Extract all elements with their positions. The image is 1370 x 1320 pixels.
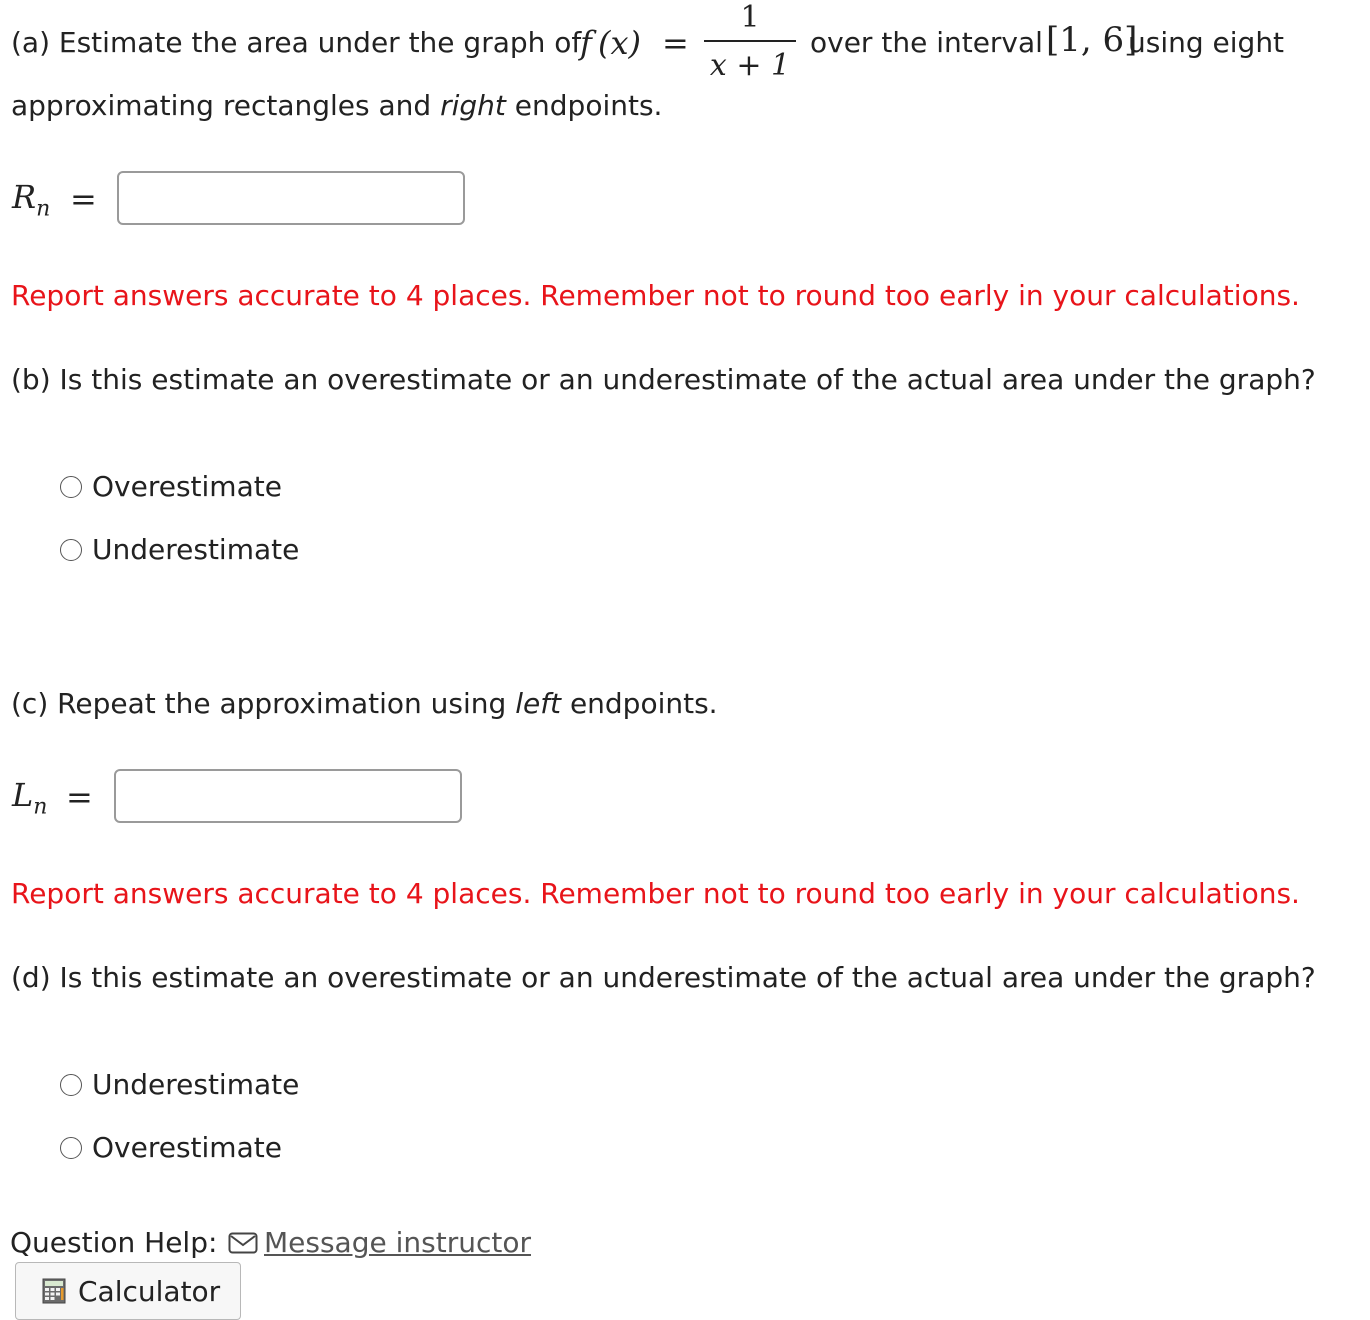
ln-input[interactable]: [114, 769, 462, 823]
part-b-option-1[interactable]: [60, 470, 282, 503]
fraction: [704, 0, 796, 82]
part-d-option-1[interactable]: [60, 1068, 299, 1101]
function-name: f: [580, 24, 592, 62]
interval: [1, 6]: [1046, 20, 1138, 60]
part-d-option-2-label: Overestimate: [92, 1131, 282, 1164]
radio-button[interactable]: [60, 1137, 82, 1159]
calculator-button[interactable]: [15, 1262, 241, 1320]
radio-button[interactable]: [60, 1074, 82, 1096]
part-a-middle: over the interval: [810, 26, 1043, 59]
accuracy-note-2: Report answers accurate to 4 places. Remember not to round too early in your calculations.: [11, 877, 1300, 910]
calculator-label: Calculator: [78, 1274, 221, 1308]
ln-equals: =: [66, 778, 93, 816]
ln-symbol: L: [12, 776, 34, 814]
radio-button[interactable]: [60, 539, 82, 561]
part-b-option-2[interactable]: [60, 533, 299, 566]
rn-subscript: n: [36, 196, 51, 222]
ln-label: [12, 776, 47, 819]
part-a-line2-em: right: [440, 89, 506, 122]
fraction-denominator: x + 1: [709, 48, 791, 83]
part-c-end: endpoints.: [569, 687, 718, 720]
question-help-label: Question Help:: [10, 1226, 218, 1259]
envelope-icon: [228, 1232, 258, 1254]
rn-label: [12, 178, 50, 221]
rn-equals: =: [70, 180, 97, 218]
part-b-question: (b) Is this estimate an overestimate or an underestimate of the actual area under the graph?: [11, 363, 1316, 396]
rn-symbol: R: [12, 178, 37, 216]
part-a-prefix: (a) Estimate the area under the graph of: [11, 26, 582, 59]
message-instructor-text[interactable]: Message instructor: [264, 1226, 531, 1259]
part-d-option-1-label: Underestimate: [92, 1068, 300, 1101]
fraction-bar: [704, 40, 796, 42]
part-a-line2-start: approximating rectangles and: [11, 89, 432, 122]
rn-input[interactable]: [117, 171, 465, 225]
part-c-start: (c) Repeat the approximation using: [11, 687, 507, 720]
accuracy-note-1: Report answers accurate to 4 places. Remember not to round too early in your calculations.: [11, 279, 1300, 312]
radio-button[interactable]: [60, 476, 82, 498]
equals-sign: =: [662, 24, 689, 62]
function-arg: (x): [598, 24, 642, 62]
part-a-line2-end: endpoints.: [514, 89, 663, 122]
part-d-question: (d) Is this estimate an overestimate or an underestimate of the actual area under the graph?: [11, 961, 1316, 994]
part-b-option-1-label: Overestimate: [92, 470, 282, 503]
part-b-option-2-label: Underestimate: [92, 533, 300, 566]
part-c-text: [11, 687, 718, 720]
fraction-numerator: 1: [740, 0, 760, 35]
part-c-em: left: [515, 687, 562, 720]
ln-subscript: n: [33, 794, 48, 820]
calculator-icon: [42, 1278, 66, 1304]
part-a-suffix: using eight: [1128, 26, 1285, 59]
part-a-line2: [11, 89, 662, 122]
part-d-option-2[interactable]: [60, 1131, 282, 1164]
message-instructor-link[interactable]: [228, 1226, 531, 1259]
